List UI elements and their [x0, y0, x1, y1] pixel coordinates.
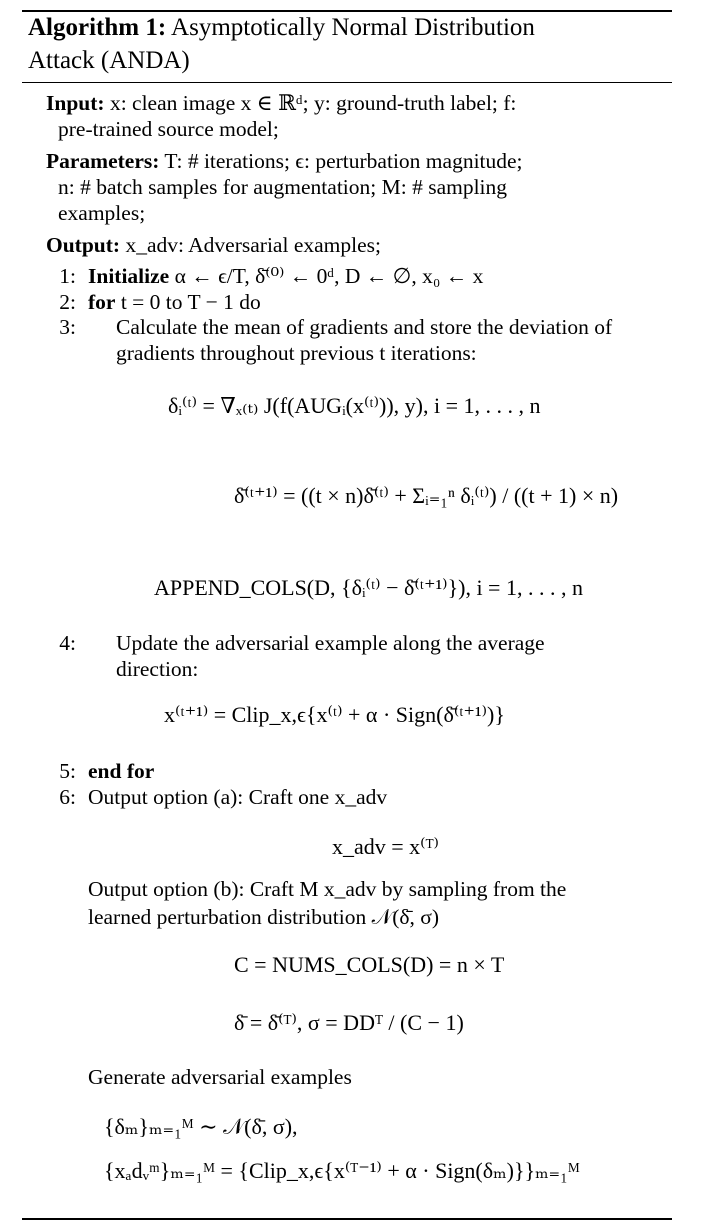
input-line-2: pre-trained source model;: [58, 117, 279, 141]
craft-equation: {xₐdᵥᵐ}ₘ₌₁ᴹ = {Clip_x,ϵ{x⁽ᵀ⁻¹⁾ + α · Sign(δₘ)}}ₘ₌₁ᴹ: [104, 1158, 580, 1183]
gradient-equation: δᵢ⁽ᵗ⁾ = ∇ₓ₍ₜ₎ J(f(AUGᵢ(x⁽ᵗ⁾)), y), i = 1, . . . , n: [168, 393, 541, 418]
parameters-line-1: [46, 148, 523, 174]
parameters-text-1: T: # iterations; ϵ: perturbation magnitude;: [164, 149, 523, 173]
option-b-line-2: learned perturbation distribution 𝒩(δ̄, σ): [88, 905, 439, 929]
step-1-number: 1:: [59, 264, 76, 288]
output-line: [46, 232, 381, 258]
step-2-number: 2:: [59, 290, 76, 314]
update-equation: x⁽ᵗ⁺¹⁾ = Clip_x,ϵ{x⁽ᵗ⁾ + α · Sign(δ̄⁽ᵗ⁺¹⁾)}: [164, 702, 505, 727]
parameters-line-2: n: # batch samples for augmentation; M: # sampling: [58, 175, 508, 199]
title-line-1: Asymptotically Normal Distribution: [171, 14, 535, 41]
output-label: Output:: [46, 233, 121, 257]
generate-text: Generate adversarial examples: [88, 1065, 352, 1089]
step-3-line-2: gradients throughout previous t iterations:: [116, 341, 477, 365]
stats-equation: δ̄ = δ̄⁽ᵀ⁾, σ = DDᵀ / (C − 1): [234, 1010, 464, 1035]
input-line-1: [46, 90, 516, 116]
parameters-line-3: examples;: [58, 201, 146, 225]
step-2-text: t = 0 to T − 1 do: [120, 290, 261, 314]
step-2: [88, 289, 261, 315]
bottom-rule: [22, 1218, 672, 1220]
title-line-2: Attack (ANDA): [28, 47, 190, 74]
output-text: x_adv: Adversarial examples;: [125, 233, 381, 257]
step-5-keyword: end for: [88, 759, 155, 783]
step-4-line-2: direction:: [116, 657, 199, 681]
algorithm-label: Algorithm 1:: [28, 14, 167, 41]
step-2-keyword: for: [88, 290, 116, 314]
step-4-line-1: Update the adversarial example along the average: [116, 631, 545, 655]
algorithm-title: [28, 12, 535, 44]
step-1-text: α ← ϵ/T, δ̄⁽⁰⁾ ← 0ᵈ, D ← ∅, x₀ ← x: [174, 264, 484, 288]
step-6-number: 6:: [59, 785, 76, 809]
mean-equation: δ̄⁽ᵗ⁺¹⁾ = ((t × n)δ̄⁽ᵗ⁾ + Σᵢ₌₁ⁿ δᵢ⁽ᵗ⁾) / ((t + 1) × n): [234, 483, 619, 508]
sample-equation: {δₘ}ₘ₌₁ᴹ ∼ 𝒩(δ̄, σ),: [104, 1114, 298, 1139]
title-rule: [22, 82, 672, 83]
step-6-text: Output option (a): Craft one x_adv: [88, 785, 388, 809]
parameters-label: Parameters:: [46, 149, 160, 173]
option-b-line-1: Output option (b): Craft M x_adv by sampling from the: [88, 877, 567, 901]
step-4-number: 4:: [59, 631, 76, 655]
step-1: [88, 263, 483, 289]
input-text-1: x: clean image x ∈ ℝᵈ; y: ground-truth label; f:: [109, 91, 517, 115]
input-label: Input:: [46, 91, 105, 115]
append-equation: APPEND_COLS(D, {δᵢ⁽ᵗ⁾ − δ̄⁽ᵗ⁺¹⁾}), i = 1, . . . , n: [154, 575, 583, 600]
step-3-line-1: Calculate the mean of gradients and store the deviation of: [116, 315, 613, 339]
step-5-number: 5:: [59, 759, 76, 783]
step-1-keyword: Initialize: [88, 264, 170, 288]
count-equation: C = NUMS_COLS(D) = n × T: [234, 952, 505, 977]
step-3-number: 3:: [59, 315, 76, 339]
final-equation: x_adv = x⁽ᵀ⁾: [332, 834, 439, 859]
